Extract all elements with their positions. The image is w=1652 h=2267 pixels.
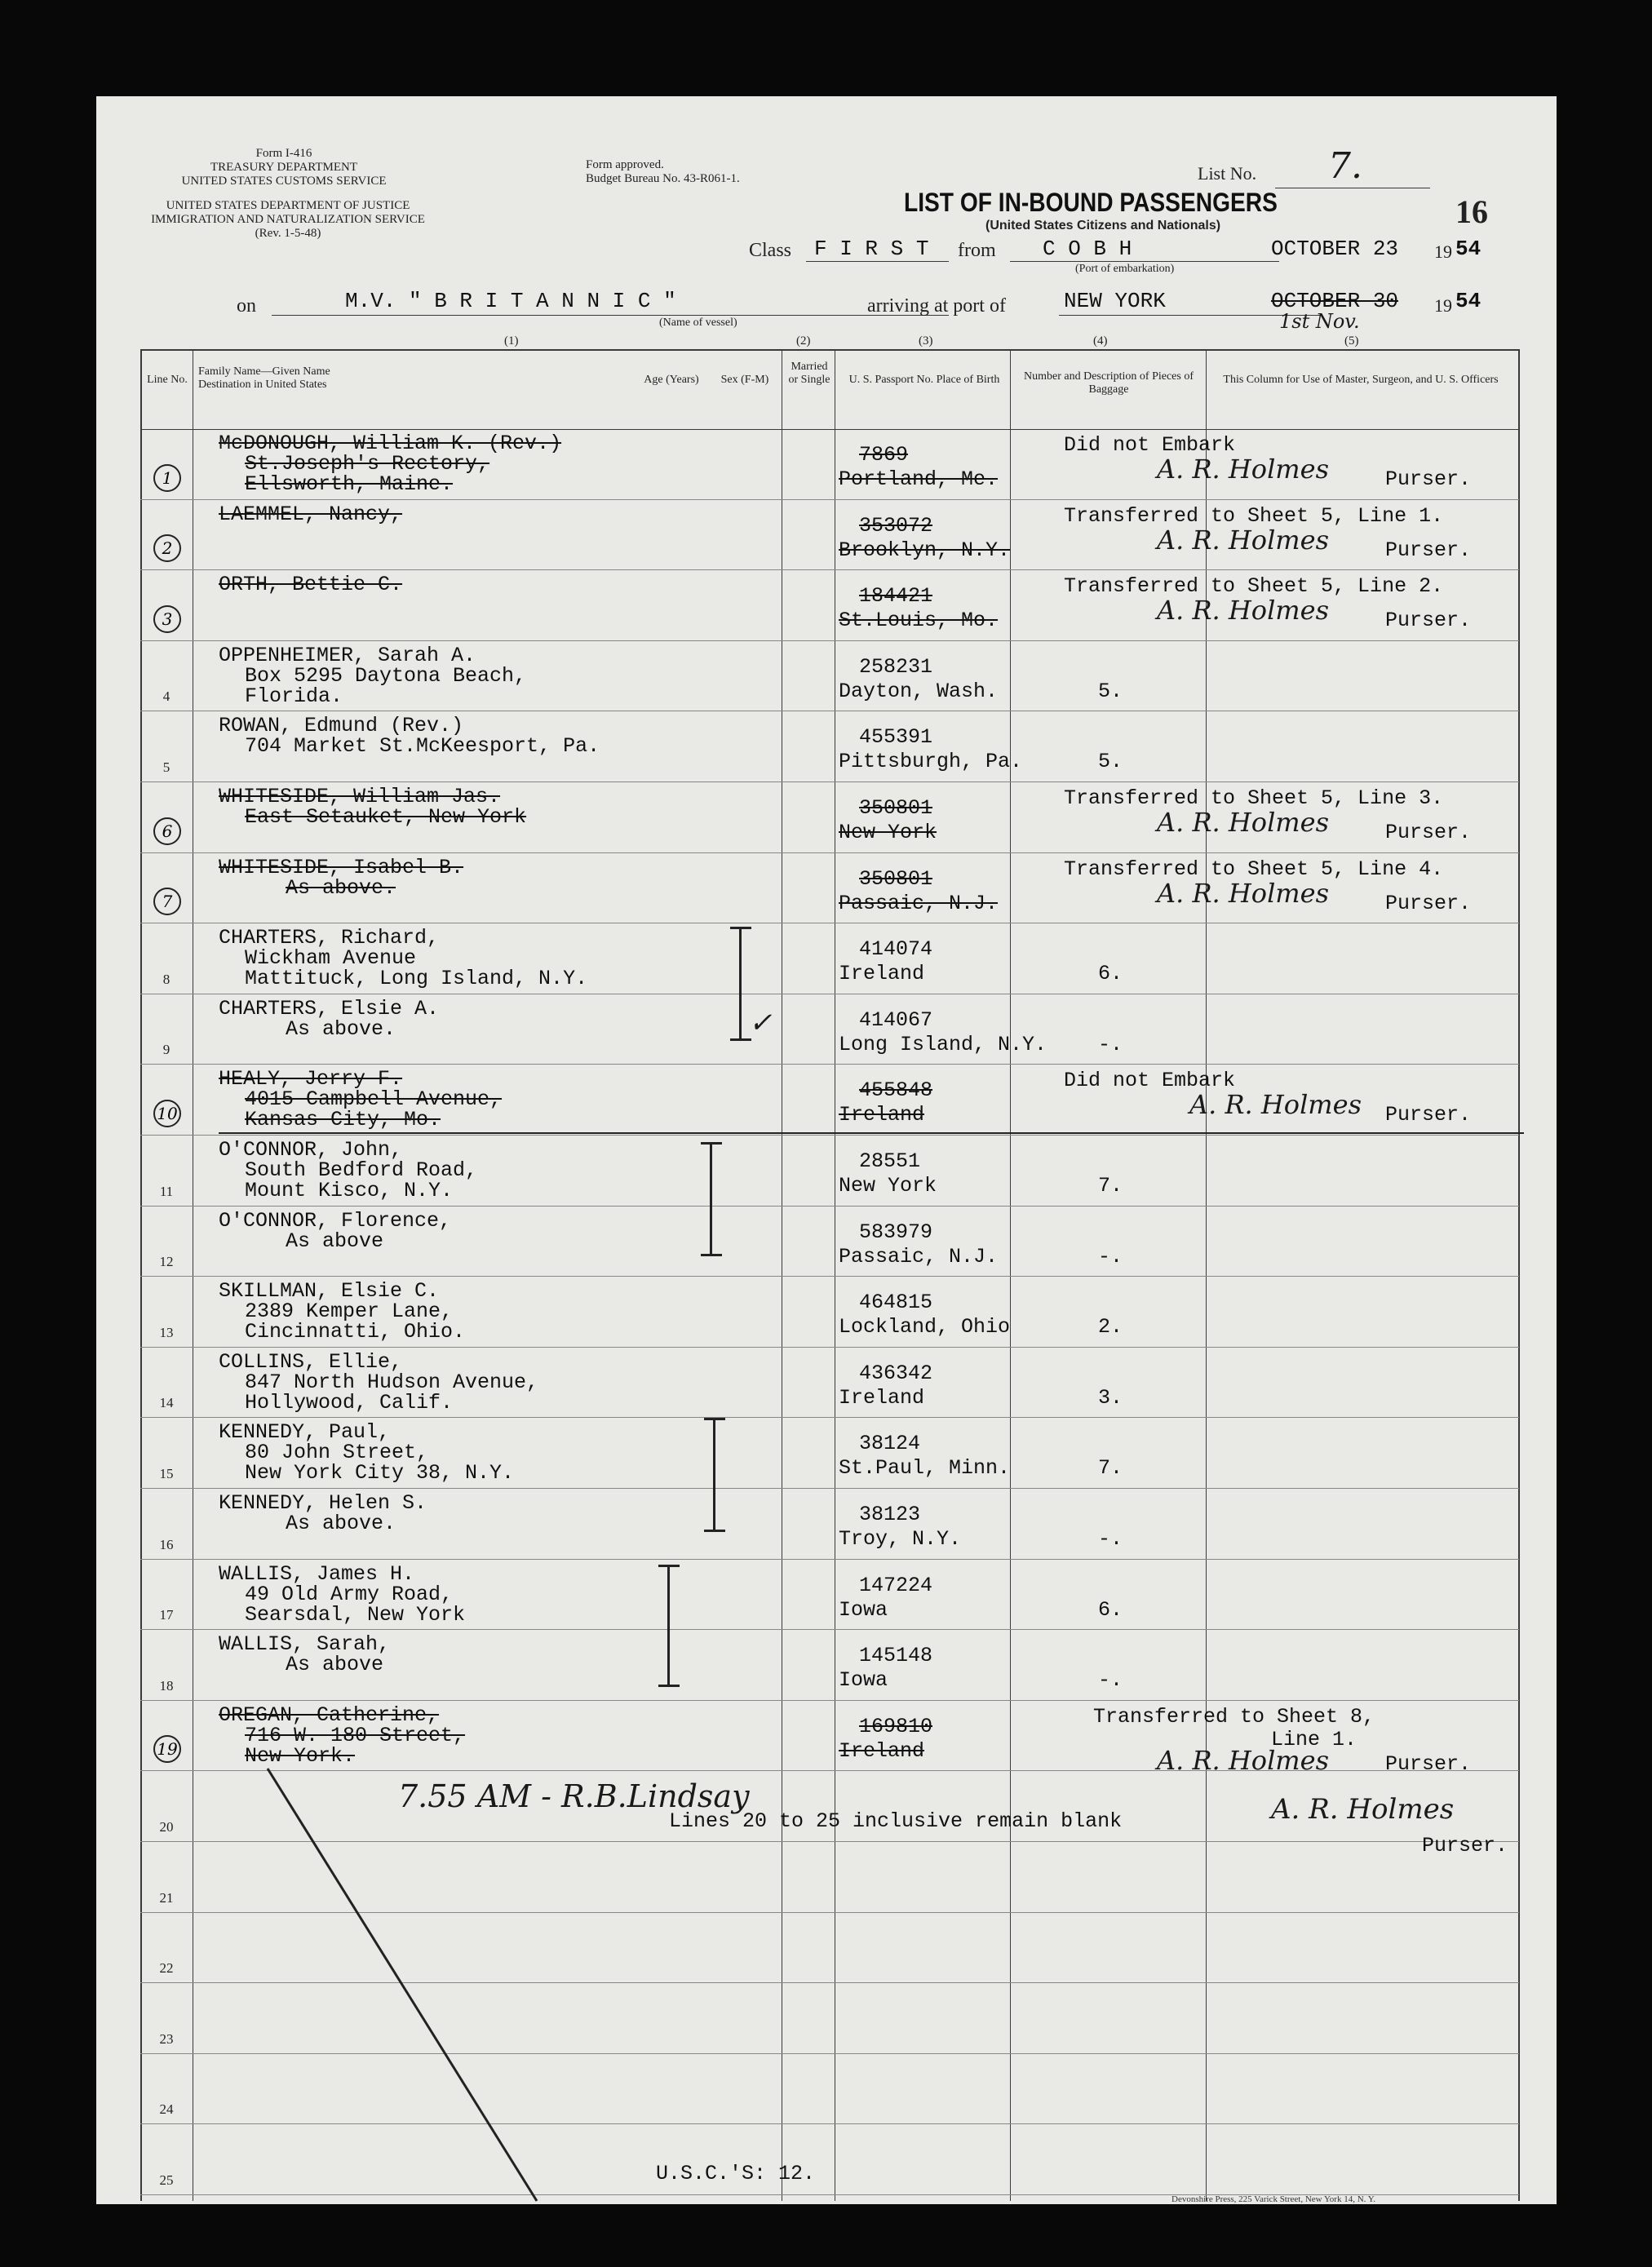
passenger-name: KENNEDY, Paul,: [219, 1420, 391, 1445]
place-of-birth: New York: [839, 1174, 937, 1198]
purser-signature: A. R. Holmes: [1157, 877, 1329, 909]
place-of-birth: Iowa: [839, 1597, 888, 1622]
passenger-address: Wickham Avenue: [245, 946, 417, 971]
line-number-circled: 7: [153, 888, 181, 915]
line-number: 9: [162, 1042, 171, 1058]
place-of-birth: Pittsburgh, Pa.: [839, 750, 1023, 774]
class-label: Class: [749, 240, 792, 261]
purser-signature: A. R. Holmes: [1157, 807, 1329, 838]
passport-number: 38123: [859, 1503, 921, 1526]
passport-number: 38124: [859, 1432, 921, 1456]
passenger-name: OREGAN, Catherine,: [219, 1702, 440, 1727]
col-marker-2: (2): [796, 334, 811, 348]
passenger-address: Mattituck, Long Island, N.Y.: [245, 967, 588, 991]
budget-bureau: Budget Bureau No. 43-R061-1.: [586, 172, 740, 185]
passenger-address: 704 Market St.McKeesport, Pa.: [245, 734, 600, 759]
family-bracket-kennedy: [713, 1418, 715, 1532]
officer-remark: Transferred to Sheet 5, Line 3.: [1064, 786, 1444, 810]
passenger-name: ORTH, Bettie C.: [219, 573, 403, 597]
passenger-name: HEALY, Jerry F.: [219, 1067, 403, 1091]
col-header-name: Family Name—Given Name Destination in United States: [198, 365, 330, 391]
printer-imprint: Devonshire Press, 225 Varick Street, New York 14, N. Y.: [1171, 2194, 1376, 2204]
officer-remark: Transferred to Sheet 5, Line 1.: [1064, 503, 1444, 528]
line-number: 12: [159, 1254, 174, 1270]
passenger-address: 2389 Kemper Lane,: [245, 1300, 454, 1324]
line-number: 8: [162, 971, 171, 987]
page-title: LIST OF IN-BOUND PASSENGERS: [904, 188, 1278, 217]
baggage-count: 3.: [1098, 1385, 1123, 1410]
passport-number: 350801: [859, 796, 933, 820]
passenger-name: SKILLMAN, Elsie C.: [219, 1279, 440, 1304]
passport-number: 583979: [859, 1220, 933, 1244]
table-row: [96, 923, 1557, 994]
officer-remark-line2: Line 1.: [1271, 1727, 1357, 1751]
col-header-line: Line No.: [147, 374, 188, 386]
baggage-count: 6.: [1098, 1597, 1123, 1622]
table-row: [96, 711, 1557, 782]
place-of-birth: Ireland: [839, 1103, 925, 1127]
blank-line-number: 25: [159, 2172, 174, 2188]
passenger-name: WALLIS, James H.: [219, 1561, 415, 1586]
passport-number: 28551: [859, 1149, 921, 1173]
passenger-name: CHARTERS, Elsie A.: [219, 996, 440, 1021]
line-number-circled: 3: [153, 605, 181, 633]
blank-line-number: 24: [159, 2101, 174, 2118]
col-marker-3: (3): [919, 334, 933, 348]
table-row: [96, 1277, 1557, 1348]
arrival-year-prefix: 19: [1434, 295, 1452, 316]
blank-lines-purser: Purser.: [1422, 1834, 1508, 1857]
passport-number: 169810: [859, 1714, 933, 1738]
line-number: 4: [162, 689, 171, 705]
purser-label: Purser.: [1385, 467, 1472, 491]
passport-number: 7869: [859, 443, 909, 467]
form-number: Form I-416: [255, 147, 312, 160]
passport-number: 350801: [859, 866, 933, 891]
passport-number: 258231: [859, 654, 933, 679]
purser-signature: A. R. Holmes: [1157, 595, 1329, 627]
baggage-count: -.: [1098, 1032, 1123, 1056]
charters-check-mark: ✓: [749, 1007, 773, 1039]
port-of-embarkation: C O B H: [1043, 237, 1132, 261]
purser-label: Purser.: [1385, 1103, 1472, 1127]
purser-signature: A. R. Holmes: [1157, 524, 1329, 556]
officer-remark: Transferred to Sheet 8,: [1093, 1704, 1375, 1729]
blank-line-number: 20: [159, 1819, 174, 1835]
passenger-address: Mount Kisco, N.Y.: [245, 1179, 454, 1202]
officer-remark: Transferred to Sheet 5, Line 4.: [1064, 857, 1444, 881]
table-row: [96, 1065, 1557, 1136]
place-of-birth: Troy, N.Y.: [839, 1527, 962, 1551]
arrival-date-struck: OCTOBER 30: [1271, 289, 1399, 313]
table-row: [96, 1489, 1557, 1560]
departure-year: 54: [1455, 237, 1481, 261]
passport-number: 414067: [859, 1007, 933, 1032]
col-header-officers: This Column for Use of Master, Surgeon, and U. S. Officers: [1223, 374, 1499, 386]
vessel-caption: (Name of vessel): [659, 317, 737, 329]
passenger-address: 716 W. 180 Street,: [245, 1723, 466, 1747]
line-number: 5: [162, 759, 171, 775]
passenger-address: 80 John Street,: [245, 1441, 429, 1465]
line-number: 16: [159, 1536, 174, 1552]
col-marker-1: (1): [504, 334, 519, 348]
class-value: F I R S T: [814, 237, 929, 261]
passenger-address: 4015 Campbell Avenue,: [245, 1087, 503, 1112]
place-of-birth: Lockland, Ohio: [839, 1315, 1011, 1339]
passenger-address: Cincinnatti, Ohio.: [245, 1320, 466, 1344]
blank-line-number: 21: [159, 1889, 174, 1906]
line-number: 17: [159, 1607, 174, 1623]
table-row: [96, 1136, 1557, 1207]
purser-label: Purser.: [1385, 891, 1472, 915]
table-row: [96, 1630, 1557, 1701]
blank-lines-signature: A. R. Holmes: [1271, 1793, 1455, 1826]
passenger-address: 847 North Hudson Avenue,: [245, 1370, 539, 1394]
arrival-port: NEW YORK: [1064, 289, 1166, 313]
col-header-sex: Sex (F-M): [720, 374, 769, 386]
baggage-count: -.: [1098, 1244, 1123, 1269]
manifest-page: [96, 96, 1557, 2204]
line-number-circled: 19: [153, 1735, 181, 1763]
justice-dept: UNITED STATES DEPARTMENT OF JUSTICE: [166, 199, 410, 212]
passenger-address: Hollywood, Calif.: [245, 1390, 454, 1415]
passenger-name: McDONOUGH, William K. (Rev.): [219, 432, 562, 455]
passport-number: 464815: [859, 1291, 933, 1315]
passenger-name: WHITESIDE, Isabel B.: [219, 855, 464, 879]
place-of-birth: Passaic, N.J.: [839, 1244, 999, 1269]
passenger-address: South Bedford Road,: [245, 1158, 478, 1182]
table-row: [96, 1418, 1557, 1489]
place-of-birth: Brooklyn, N.Y.: [839, 538, 1011, 562]
place-of-birth: St.Paul, Minn.: [839, 1456, 1011, 1481]
passport-number: 184421: [859, 584, 933, 609]
usc-count: U.S.C.'S: 12.: [656, 2162, 816, 2185]
form-identifiers: [170, 147, 398, 188]
passenger-address: St.Joseph's Rectory,: [245, 452, 490, 476]
line-number-circled: 2: [153, 534, 181, 562]
place-of-birth: St.Louis, Mo.: [839, 609, 999, 633]
place-of-birth: Passaic, N.J.: [839, 891, 999, 915]
form-approved: Form approved.: [586, 158, 664, 171]
treasury-dept: TREASURY DEPARTMENT: [210, 161, 358, 174]
table-row: [96, 429, 1557, 500]
family-bracket-charters: [739, 927, 742, 1041]
arrival-year: 54: [1455, 289, 1481, 313]
passenger-name: OPPENHEIMER, Sarah A.: [219, 643, 476, 667]
passport-number: 147224: [859, 1573, 933, 1597]
place-of-birth: Dayton, Wash.: [839, 679, 999, 703]
passport-number: 353072: [859, 513, 933, 538]
page-number: 16: [1455, 193, 1488, 230]
col-header-married: Married or Single: [788, 361, 830, 386]
place-of-birth: Portland, Me.: [839, 467, 999, 491]
justice-identifiers: [137, 199, 439, 241]
customs-service: UNITED STATES CUSTOMS SERVICE: [181, 175, 387, 188]
family-bracket-wallis: [667, 1565, 670, 1687]
baggage-count: 6.: [1098, 962, 1123, 986]
col-marker-5: (5): [1344, 334, 1359, 348]
vessel-name: M.V. " B R I T A N N I C ": [345, 289, 676, 313]
passenger-address: As above.: [286, 1016, 396, 1041]
blank-lines-diagonal: [259, 1760, 553, 2217]
passenger-name: LAEMMEL, Nancy,: [219, 502, 403, 526]
place-of-birth: Ireland: [839, 1385, 925, 1410]
passenger-address: East Setauket, New York: [245, 805, 527, 829]
purser-label: Purser.: [1385, 609, 1472, 633]
passenger-address: As above.: [286, 1512, 396, 1535]
line-number: 13: [159, 1324, 174, 1340]
departure-date: OCTOBER 23: [1271, 237, 1399, 261]
line-number-circled: 1: [153, 464, 181, 492]
line-number: 18: [159, 1677, 174, 1694]
blank-line-number: 23: [159, 2030, 174, 2047]
on-label: on: [237, 295, 256, 317]
list-no-label: List No.: [1198, 163, 1257, 184]
passenger-address: Florida.: [245, 684, 343, 708]
passenger-address: New York.: [245, 1743, 356, 1768]
baggage-count: 2.: [1098, 1315, 1123, 1339]
form-approval: [586, 158, 740, 186]
baggage-count: 7.: [1098, 1174, 1123, 1198]
passenger-address: 49 Old Army Road,: [245, 1582, 454, 1606]
table-row: [96, 641, 1557, 712]
blank-lines-note: Lines 20 to 25 inclusive remain blank: [669, 1809, 1123, 1833]
officer-remark: Did not Embark: [1064, 433, 1236, 457]
place-of-birth: Ireland: [839, 1738, 925, 1763]
purser-signature: A. R. Holmes: [1157, 454, 1329, 485]
table-row: [96, 500, 1557, 571]
place-of-birth: Long Island, N.Y.: [839, 1032, 1047, 1056]
passenger-address: Searsdal, New York: [245, 1602, 466, 1627]
passenger-address: Box 5295 Daytona Beach,: [245, 663, 527, 688]
passenger-name: CHARTERS, Richard,: [219, 926, 440, 950]
passenger-address: New York City 38, N.Y.: [245, 1461, 515, 1486]
passport-number: 436342: [859, 1361, 933, 1385]
officer-remark: Transferred to Sheet 5, Line 2.: [1064, 574, 1444, 599]
form-revision: (Rev. 1-5-48): [255, 227, 321, 240]
ins-service: IMMIGRATION AND NATURALIZATION SERVICE: [151, 213, 425, 226]
col-marker-4: (4): [1093, 334, 1108, 348]
table-row: [96, 994, 1557, 1065]
passport-number: 145148: [859, 1644, 933, 1668]
baggage-count: -.: [1098, 1668, 1123, 1693]
baggage-count: 5.: [1098, 679, 1123, 703]
arrival-date-handwritten: 1st Nov.: [1279, 310, 1360, 333]
place-of-birth: New York: [839, 821, 937, 844]
blank-line-number: 22: [159, 1960, 174, 1977]
passenger-name: WALLIS, Sarah,: [219, 1632, 391, 1657]
passport-number: 455391: [859, 725, 933, 750]
baggage-count: -.: [1098, 1527, 1123, 1551]
purser-signature: A. R. Holmes: [1157, 1744, 1329, 1776]
table-row: [96, 1348, 1557, 1419]
port-caption: (Port of embarkation): [1075, 263, 1175, 275]
family-bracket-oconnor: [710, 1142, 712, 1256]
list-no-value: 7.: [1328, 145, 1362, 187]
purser-label: Purser.: [1385, 538, 1472, 562]
from-label: from: [958, 240, 996, 261]
passenger-address: As above.: [286, 875, 396, 900]
passenger-name: O'CONNOR, Florence,: [219, 1208, 452, 1233]
purser-label: Purser.: [1385, 1751, 1472, 1776]
passport-number: 414074: [859, 937, 933, 962]
departure-year-prefix: 19: [1434, 241, 1452, 262]
page-subtitle: (United States Citizens and Nationals): [985, 219, 1221, 232]
table-row: [96, 853, 1557, 924]
arriving-label: arriving at port of: [867, 295, 1006, 317]
passenger-address: Ellsworth, Maine.: [245, 472, 454, 496]
col-header-baggage: Number and Description of Pieces of Baggage: [1024, 370, 1194, 396]
passenger-address: As above: [286, 1653, 384, 1677]
line-number-circled: 6: [153, 817, 181, 845]
passenger-address: As above: [286, 1229, 384, 1253]
purser-label: Purser.: [1385, 821, 1472, 844]
passenger-name: KENNEDY, Helen S.: [219, 1491, 427, 1515]
table-row: [96, 782, 1557, 853]
purser-signature: A. R. Holmes: [1189, 1089, 1362, 1121]
baggage-count: 5.: [1098, 750, 1123, 774]
place-of-birth: Ireland: [839, 962, 925, 986]
passenger-name: ROWAN, Edmund (Rev.): [219, 714, 464, 738]
table-row: [96, 1207, 1557, 1277]
line-number: 11: [159, 1183, 174, 1199]
passenger-name: COLLINS, Ellie,: [219, 1349, 403, 1374]
passport-number: 455848: [859, 1078, 933, 1103]
line-number: 15: [159, 1465, 174, 1481]
line-number-circled: 10: [153, 1100, 181, 1127]
passenger-name: O'CONNOR, John,: [219, 1138, 403, 1162]
passenger-name: WHITESIDE, William Jas.: [219, 785, 501, 808]
line-number: 14: [159, 1395, 174, 1411]
handwritten-time-note: 7.55 AM - R.B.Lindsay: [398, 1778, 750, 1814]
col-header-age: Age (Years): [644, 374, 699, 386]
table-row: [96, 570, 1557, 641]
table-row: [96, 1560, 1557, 1631]
col-header-passport: U. S. Passport No. Place of Birth: [848, 374, 1000, 386]
place-of-birth: Iowa: [839, 1668, 888, 1693]
officer-remark: Did not Embark: [1064, 1069, 1236, 1093]
passenger-address: Kansas City, Mo.: [245, 1108, 441, 1132]
baggage-count: 7.: [1098, 1456, 1123, 1481]
